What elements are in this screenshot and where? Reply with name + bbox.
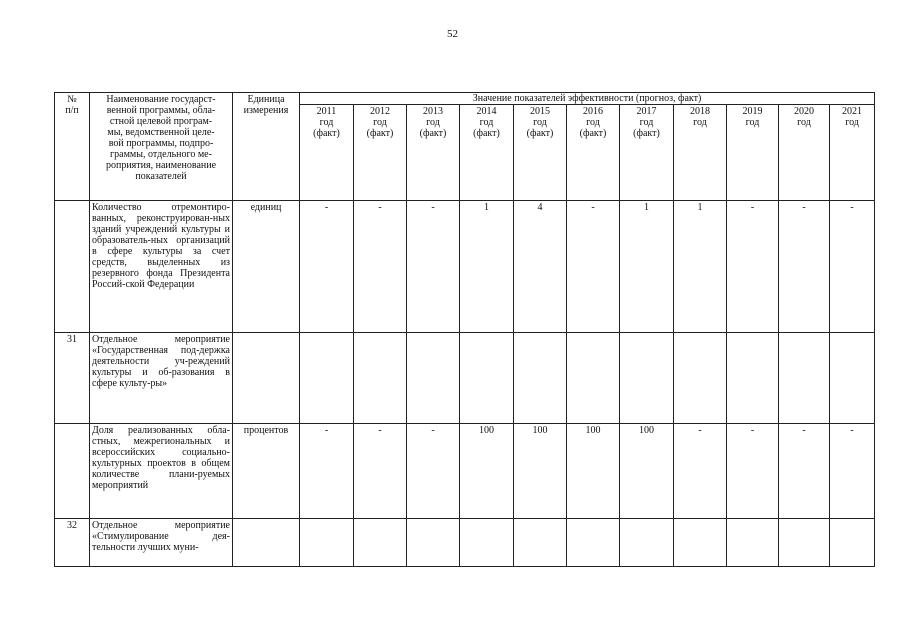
row-value-2013 — [407, 333, 460, 424]
row-value-2019 — [727, 333, 779, 424]
row-name: Отдельное мероприятие «Стимулирование дея-тельности лучших муни- — [90, 519, 233, 567]
header-year-2017: 2017 год (факт) — [620, 105, 674, 201]
table-row — [55, 201, 875, 333]
row-value-2021 — [830, 333, 875, 424]
row-value-2017 — [620, 519, 674, 567]
page-number: 52 — [447, 28, 458, 40]
row-value-2014: 1 — [460, 201, 514, 333]
row-value-2020 — [779, 333, 830, 424]
header-row-1 — [55, 93, 875, 105]
row-value-2015 — [514, 519, 567, 567]
row-value-2012 — [354, 333, 407, 424]
header-year-2014: 2014 год (факт) — [460, 105, 514, 201]
row-value-2020: - — [779, 201, 830, 333]
row-value-2019: - — [727, 424, 779, 519]
row-value-2018: 1 — [674, 201, 727, 333]
row-value-2018 — [674, 333, 727, 424]
indicators-table — [54, 92, 875, 567]
row-value-2011 — [300, 519, 354, 567]
row-value-2014: 100 — [460, 424, 514, 519]
row-value-2012 — [354, 519, 407, 567]
row-value-2015 — [514, 333, 567, 424]
row-value-2011: - — [300, 201, 354, 333]
row-name: Количество отремонтиро-ванных, реконструирован-ных зданий учреждений культуры и образователь-ных организаций в сфере культуры за счет средств, выделенных из резервного фонда Президента Россий-ской Федерации — [90, 201, 233, 333]
row-value-2018 — [674, 519, 727, 567]
row-value-2018: - — [674, 424, 727, 519]
row-name: Отдельное мероприятие «Государственная под-держка деятельности уч-реждений культуры и об-разования в сфере культу-ры» — [90, 333, 233, 424]
table-row — [55, 424, 875, 519]
row-num: 31 — [55, 333, 90, 424]
row-unit: процентов — [233, 424, 300, 519]
table-row — [55, 519, 875, 567]
row-value-2014 — [460, 333, 514, 424]
table-row — [55, 333, 875, 424]
header-num: № п/п — [55, 93, 90, 201]
row-value-2017 — [620, 333, 674, 424]
row-unit — [233, 519, 300, 567]
header-year-2012: 2012 год (факт) — [354, 105, 407, 201]
row-value-2015: 4 — [514, 201, 567, 333]
row-value-2016: 100 — [567, 424, 620, 519]
row-num — [55, 201, 90, 333]
header-unit: Единица измерения — [233, 93, 300, 201]
row-value-2019 — [727, 519, 779, 567]
header-name: Наименование государст- венной программы, обла- стной целевой програм- мы, ведомственной целе- вой программы, подпро- граммы, отдельного ме- роприятия, наименование показателей — [90, 93, 233, 201]
header-year-2016: 2016 год (факт) — [567, 105, 620, 201]
header-year-2021: 2021 год — [830, 105, 875, 201]
header-year-2013: 2013 год (факт) — [407, 105, 460, 201]
row-value-2011: - — [300, 424, 354, 519]
row-value-2017: 100 — [620, 424, 674, 519]
row-value-2019: - — [727, 201, 779, 333]
row-value-2016 — [567, 333, 620, 424]
row-value-2014 — [460, 519, 514, 567]
header-values-group: Значение показателей эффективности (прогноз, факт) — [300, 93, 875, 105]
row-value-2020 — [779, 519, 830, 567]
row-value-2016: - — [567, 201, 620, 333]
header-year-2019: 2019 год — [727, 105, 779, 201]
row-unit: единиц — [233, 201, 300, 333]
row-value-2013: - — [407, 424, 460, 519]
header-year-2015: 2015 год (факт) — [514, 105, 567, 201]
row-num — [55, 424, 90, 519]
header-year-2020: 2020 год — [779, 105, 830, 201]
row-value-2021: - — [830, 424, 875, 519]
row-value-2021 — [830, 519, 875, 567]
row-value-2015: 100 — [514, 424, 567, 519]
row-value-2020: - — [779, 424, 830, 519]
row-value-2013 — [407, 519, 460, 567]
row-value-2021: - — [830, 201, 875, 333]
row-name: Доля реализованных обла-стных, межрегиональных и всероссийских социально-культурных проектов в общем количестве плани-руемых мероприятий — [90, 424, 233, 519]
row-value-2012: - — [354, 424, 407, 519]
row-value-2011 — [300, 333, 354, 424]
row-num: 32 — [55, 519, 90, 567]
row-value-2012: - — [354, 201, 407, 333]
header-year-2018: 2018 год — [674, 105, 727, 201]
row-value-2013: - — [407, 201, 460, 333]
header-year-2011: 2011 год (факт) — [300, 105, 354, 201]
row-value-2016 — [567, 519, 620, 567]
row-unit — [233, 333, 300, 424]
row-value-2017: 1 — [620, 201, 674, 333]
